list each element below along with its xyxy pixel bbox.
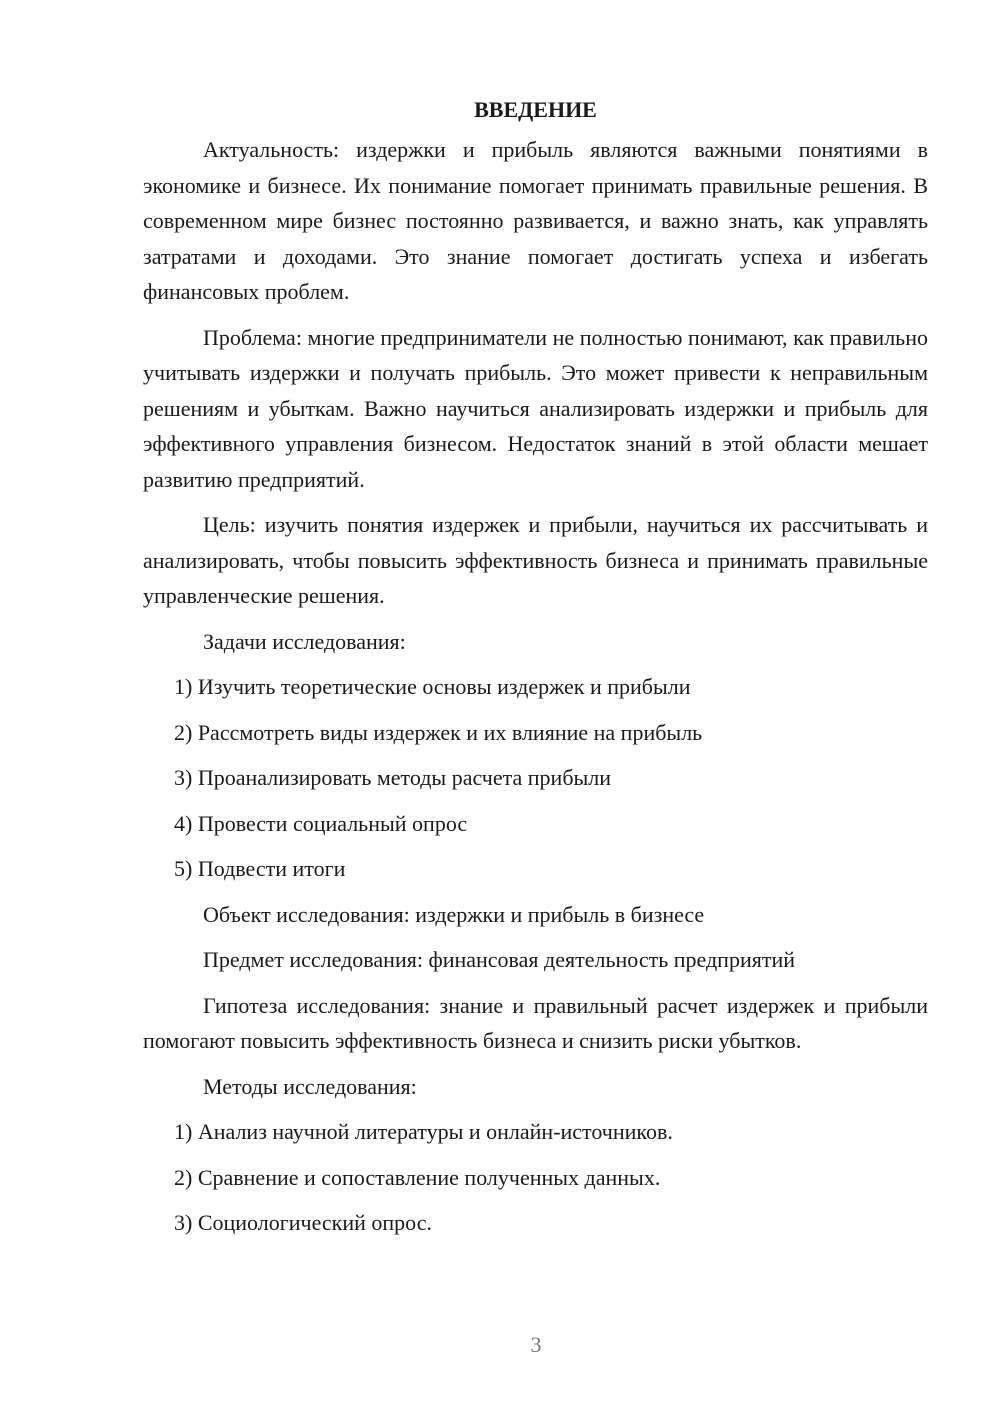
method-item: 3) Социологический опрос. <box>174 1210 432 1235</box>
task-item: 3) Проанализировать методы расчета прибыли <box>174 765 612 790</box>
page-title: ВВЕДЕНИЕ <box>474 97 597 122</box>
hypothesis-paragraph: Гипотеза исследования: знание и правильный расчет издержек и прибыли помогают повысить эффективность бизнеса и снизить риски убытков. <box>143 992 928 1053</box>
task-item: 1) Изучить теоретические основы издержек и прибыли <box>174 674 691 699</box>
task-item: 2) Рассмотреть виды издержек и их влияние на прибыль <box>174 719 703 745</box>
task-item: 4) Провести социальный опрос <box>174 810 468 836</box>
object-line: Объект исследования: издержки и прибыль в бизнесе <box>203 901 705 927</box>
goal-paragraph: Цель: изучить понятия издержек и прибыли, научиться их рассчитывать и анализировать, чтобы повысить эффективность бизнеса и принимать правильные управленческие решения. <box>143 512 928 608</box>
document-page <box>143 92 928 1251</box>
subject-line: Предмет исследования: финансовая деятельность предприятий <box>203 947 796 972</box>
tasks-heading: Задачи исследования: <box>203 628 406 654</box>
task-item: 5) Подвести итоги <box>174 856 346 881</box>
method-item: 1) Анализ научной литературы и онлайн-источников. <box>174 1119 673 1144</box>
relevance-paragraph: Актуальность: издержки и прибыль являются важными понятиями в экономике и бизнесе. Их понимание помогает принимать правильные решения. В современном мире бизнес постоянно развивается, и важно знать, как управлять затратами и доходами. Это знание помогает достигать успеха и избегать финансовых проблем. <box>143 137 928 304</box>
method-item: 2) Сравнение и сопоставление полученных данных. <box>174 1164 661 1190</box>
methods-heading: Методы исследования: <box>203 1073 417 1099</box>
problem-paragraph: Проблема: многие предприниматели не полностью понимают, как правильно учитывать издержки и получать прибыль. Это может привести к неправильным решениям и убыткам. Важно научиться анализировать издержки и прибыль для эффективного управления бизнесом. Недостаток знаний в этой области мешает развитию предприятий. <box>143 324 928 492</box>
page-number: 3 <box>530 1332 542 1357</box>
